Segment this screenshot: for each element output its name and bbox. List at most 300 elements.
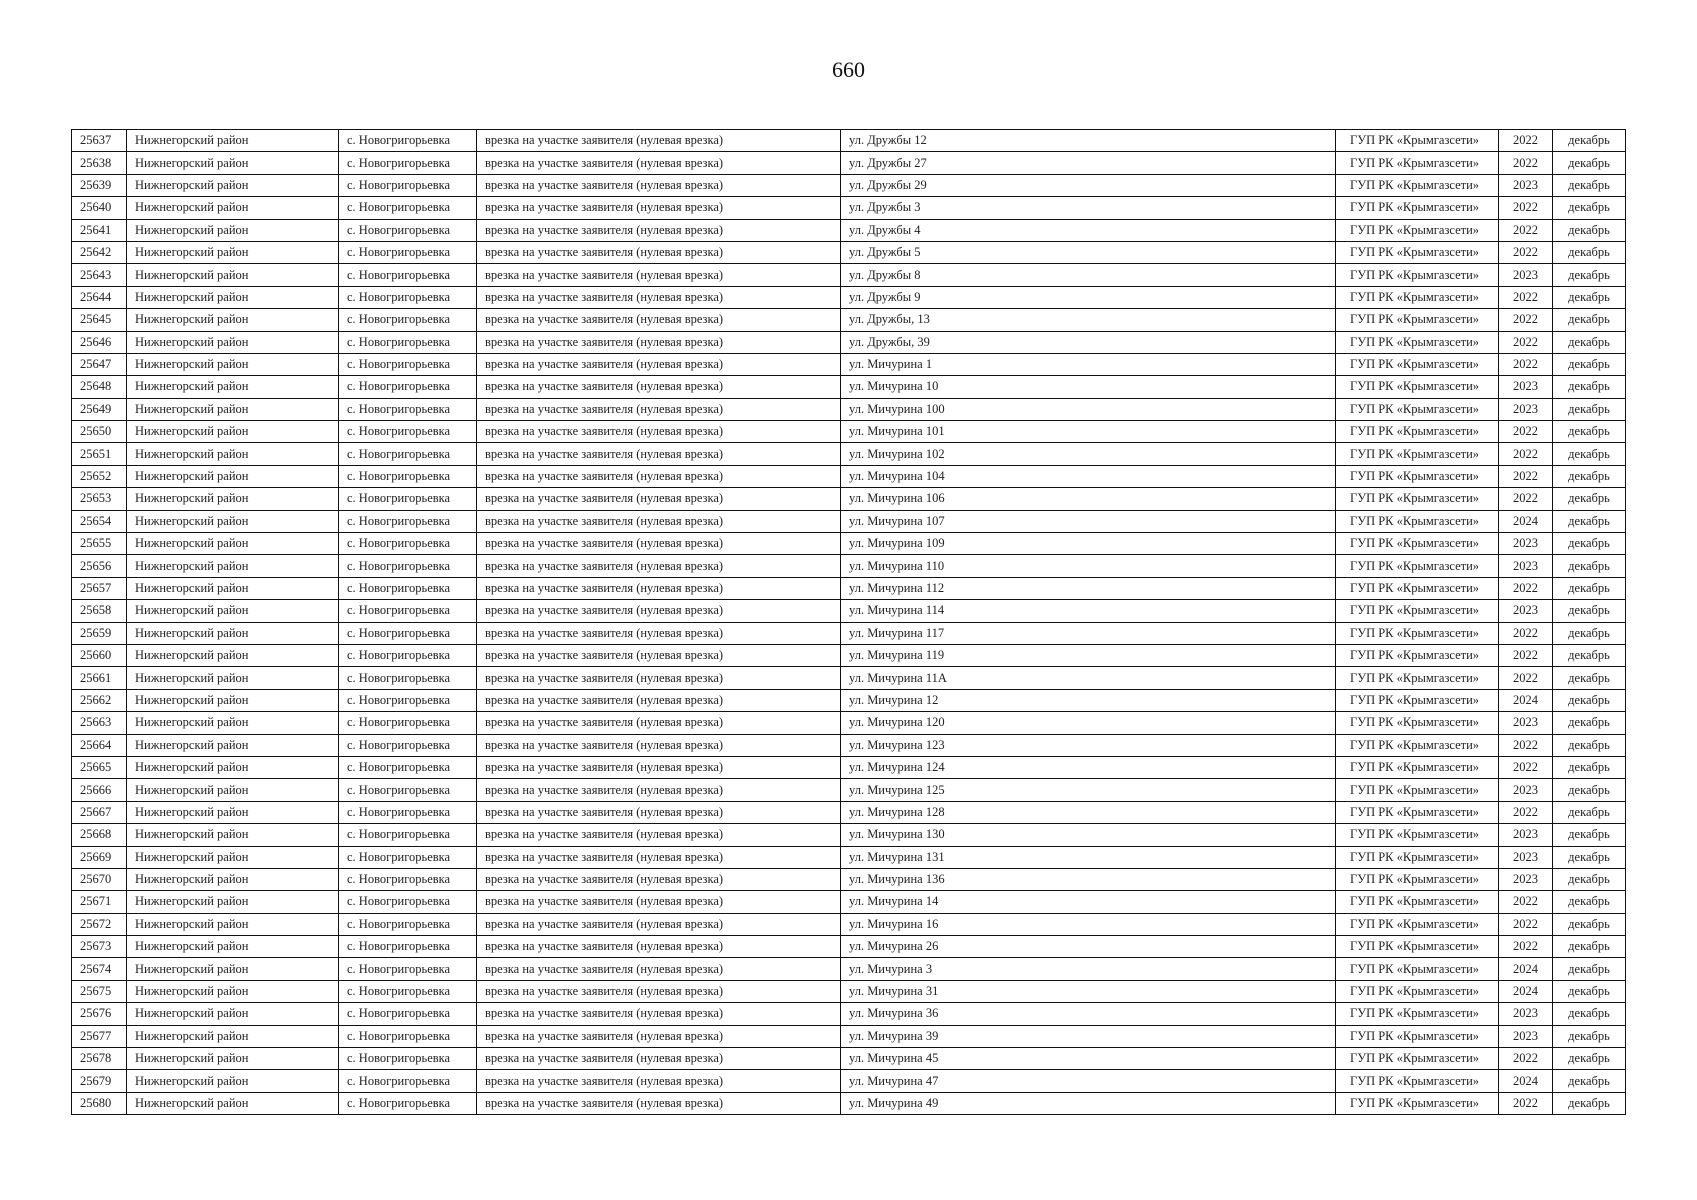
cell-month: декабрь [1553,533,1626,555]
cell-year: 2022 [1499,756,1553,778]
cell-locality: с. Новогригорьевка [339,980,477,1002]
cell-organization: ГУП РК «Крымгазсети» [1336,510,1499,532]
cell-organization: ГУП РК «Крымгазсети» [1336,891,1499,913]
cell-locality: с. Новогригорьевка [339,555,477,577]
table-row [72,510,1626,532]
cell-connection-type: врезка на участке заявителя (нулевая врезка) [477,1025,841,1047]
cell-connection-type: врезка на участке заявителя (нулевая врезка) [477,421,841,443]
cell-district: Нижнегорский район [127,286,339,308]
cell-organization: ГУП РК «Крымгазсети» [1336,286,1499,308]
table-row [72,846,1626,868]
cell-connection-type: врезка на участке заявителя (нулевая врезка) [477,465,841,487]
cell-district: Нижнегорский район [127,846,339,868]
cell-record-id: 25660 [72,644,127,666]
cell-organization: ГУП РК «Крымгазсети» [1336,1025,1499,1047]
cell-address: ул. Мичурина 119 [841,644,1336,666]
table-row [72,555,1626,577]
cell-month: декабрь [1553,1003,1626,1025]
cell-record-id: 25644 [72,286,127,308]
cell-record-id: 25665 [72,756,127,778]
cell-year: 2022 [1499,219,1553,241]
cell-district: Нижнегорский район [127,689,339,711]
cell-month: декабрь [1553,958,1626,980]
cell-address: ул. Мичурина 45 [841,1048,1336,1070]
cell-address: ул. Мичурина 109 [841,533,1336,555]
cell-record-id: 25643 [72,264,127,286]
table-row [72,219,1626,241]
cell-year: 2022 [1499,331,1553,353]
cell-year: 2023 [1499,555,1553,577]
cell-month: декабрь [1553,510,1626,532]
cell-locality: с. Новогригорьевка [339,376,477,398]
cell-year: 2022 [1499,309,1553,331]
cell-address: ул. Мичурина 110 [841,555,1336,577]
cell-record-id: 25676 [72,1003,127,1025]
cell-address: ул. Дружбы 9 [841,286,1336,308]
cell-year: 2023 [1499,712,1553,734]
cell-organization: ГУП РК «Крымгазсети» [1336,174,1499,196]
cell-organization: ГУП РК «Крымгазсети» [1336,533,1499,555]
cell-address: ул. Мичурина 11А [841,667,1336,689]
cell-record-id: 25645 [72,309,127,331]
cell-address: ул. Мичурина 106 [841,488,1336,510]
cell-year: 2024 [1499,958,1553,980]
cell-year: 2023 [1499,600,1553,622]
cell-organization: ГУП РК «Крымгазсети» [1336,353,1499,375]
cell-record-id: 25659 [72,622,127,644]
cell-address: ул. Дружбы 5 [841,241,1336,263]
cell-locality: с. Новогригорьевка [339,756,477,778]
cell-address: ул. Мичурина 49 [841,1092,1336,1114]
cell-district: Нижнегорский район [127,174,339,196]
cell-organization: ГУП РК «Крымгазсети» [1336,152,1499,174]
cell-address: ул. Мичурина 31 [841,980,1336,1002]
cell-organization: ГУП РК «Крымгазсети» [1336,264,1499,286]
cell-organization: ГУП РК «Крымгазсети» [1336,398,1499,420]
cell-month: декабрь [1553,555,1626,577]
cell-address: ул. Мичурина 117 [841,622,1336,644]
cell-organization: ГУП РК «Крымгазсети» [1336,936,1499,958]
cell-district: Нижнегорский район [127,577,339,599]
cell-connection-type: врезка на участке заявителя (нулевая врезка) [477,1070,841,1092]
cell-year: 2022 [1499,622,1553,644]
cell-connection-type: врезка на участке заявителя (нулевая врезка) [477,801,841,823]
cell-connection-type: врезка на участке заявителя (нулевая врезка) [477,241,841,263]
cell-record-id: 25671 [72,891,127,913]
cell-month: декабрь [1553,331,1626,353]
cell-connection-type: врезка на участке заявителя (нулевая врезка) [477,577,841,599]
cell-organization: ГУП РК «Крымгазсети» [1336,600,1499,622]
table-row [72,980,1626,1002]
cell-district: Нижнегорский район [127,1003,339,1025]
cell-record-id: 25649 [72,398,127,420]
cell-address: ул. Мичурина 12 [841,689,1336,711]
cell-connection-type: врезка на участке заявителя (нулевая врезка) [477,600,841,622]
cell-record-id: 25658 [72,600,127,622]
cell-locality: с. Новогригорьевка [339,600,477,622]
cell-year: 2022 [1499,488,1553,510]
cell-connection-type: врезка на участке заявителя (нулевая врезка) [477,309,841,331]
cell-year: 2022 [1499,936,1553,958]
cell-record-id: 25666 [72,779,127,801]
cell-address: ул. Мичурина 120 [841,712,1336,734]
cell-month: декабрь [1553,891,1626,913]
cell-connection-type: врезка на участке заявителя (нулевая врезка) [477,1048,841,1070]
cell-year: 2022 [1499,443,1553,465]
cell-month: декабрь [1553,577,1626,599]
cell-locality: с. Новогригорьевка [339,443,477,465]
cell-locality: с. Новогригорьевка [339,353,477,375]
cell-month: декабрь [1553,667,1626,689]
cell-connection-type: врезка на участке заявителя (нулевая врезка) [477,891,841,913]
cell-address: ул. Мичурина 47 [841,1070,1336,1092]
table-row [72,667,1626,689]
cell-locality: с. Новогригорьевка [339,734,477,756]
table-row [72,801,1626,823]
cell-address: ул. Мичурина 14 [841,891,1336,913]
cell-record-id: 25679 [72,1070,127,1092]
cell-record-id: 25673 [72,936,127,958]
cell-connection-type: врезка на участке заявителя (нулевая врезка) [477,980,841,1002]
cell-locality: с. Новогригорьевка [339,846,477,868]
cell-organization: ГУП РК «Крымгазсети» [1336,555,1499,577]
cell-district: Нижнегорский район [127,779,339,801]
cell-month: декабрь [1553,130,1626,152]
cell-locality: с. Новогригорьевка [339,1048,477,1070]
cell-record-id: 25662 [72,689,127,711]
cell-record-id: 25678 [72,1048,127,1070]
table-row [72,1048,1626,1070]
cell-district: Нижнегорский район [127,309,339,331]
cell-organization: ГУП РК «Крымгазсети» [1336,868,1499,890]
cell-organization: ГУП РК «Крымгазсети» [1336,846,1499,868]
cell-locality: с. Новогригорьевка [339,712,477,734]
cell-address: ул. Мичурина 112 [841,577,1336,599]
cell-month: декабрь [1553,219,1626,241]
cell-locality: с. Новогригорьевка [339,264,477,286]
cell-connection-type: врезка на участке заявителя (нулевая врезка) [477,533,841,555]
cell-record-id: 25680 [72,1092,127,1114]
cell-month: декабрь [1553,1025,1626,1047]
cell-locality: с. Новогригорьевка [339,689,477,711]
cell-month: декабрь [1553,353,1626,375]
cell-address: ул. Мичурина 36 [841,1003,1336,1025]
cell-record-id: 25657 [72,577,127,599]
cell-connection-type: врезка на участке заявителя (нулевая врезка) [477,219,841,241]
cell-connection-type: врезка на участке заявителя (нулевая врезка) [477,398,841,420]
cell-record-id: 25667 [72,801,127,823]
cell-year: 2022 [1499,644,1553,666]
cell-address: ул. Дружбы 3 [841,197,1336,219]
cell-connection-type: врезка на участке заявителя (нулевая врезка) [477,510,841,532]
table-row [72,130,1626,152]
cell-locality: с. Новогригорьевка [339,1092,477,1114]
cell-address: ул. Мичурина 3 [841,958,1336,980]
table-row [72,644,1626,666]
table-row [72,779,1626,801]
cell-locality: с. Новогригорьевка [339,286,477,308]
cell-month: декабрь [1553,1048,1626,1070]
cell-record-id: 25637 [72,130,127,152]
cell-address: ул. Мичурина 136 [841,868,1336,890]
cell-organization: ГУП РК «Крымгазсети» [1336,443,1499,465]
table-row [72,286,1626,308]
table-row [72,465,1626,487]
cell-organization: ГУП РК «Крымгазсети» [1336,241,1499,263]
cell-connection-type: врезка на участке заявителя (нулевая врезка) [477,174,841,196]
cell-district: Нижнегорский район [127,712,339,734]
cell-locality: с. Новогригорьевка [339,197,477,219]
cell-district: Нижнегорский район [127,241,339,263]
cell-month: декабрь [1553,174,1626,196]
cell-connection-type: врезка на участке заявителя (нулевая врезка) [477,936,841,958]
cell-district: Нижнегорский район [127,936,339,958]
cell-year: 2022 [1499,241,1553,263]
cell-connection-type: врезка на участке заявителя (нулевая врезка) [477,130,841,152]
cell-month: декабрь [1553,398,1626,420]
cell-month: декабрь [1553,689,1626,711]
cell-locality: с. Новогригорьевка [339,152,477,174]
cell-locality: с. Новогригорьевка [339,1070,477,1092]
cell-connection-type: врезка на участке заявителя (нулевая врезка) [477,1003,841,1025]
cell-locality: с. Новогригорьевка [339,331,477,353]
cell-address: ул. Мичурина 10 [841,376,1336,398]
cell-month: декабрь [1553,734,1626,756]
cell-year: 2022 [1499,152,1553,174]
table-row [72,309,1626,331]
cell-organization: ГУП РК «Крымгазсети» [1336,667,1499,689]
cell-locality: с. Новогригорьевка [339,174,477,196]
cell-connection-type: врезка на участке заявителя (нулевая врезка) [477,734,841,756]
cell-record-id: 25638 [72,152,127,174]
cell-year: 2022 [1499,465,1553,487]
cell-record-id: 25663 [72,712,127,734]
cell-organization: ГУП РК «Крымгазсети» [1336,488,1499,510]
cell-month: декабрь [1553,241,1626,263]
cell-organization: ГУП РК «Крымгазсети» [1336,1070,1499,1092]
cell-connection-type: врезка на участке заявителя (нулевая врезка) [477,443,841,465]
cell-connection-type: врезка на участке заявителя (нулевая врезка) [477,644,841,666]
table-row [72,936,1626,958]
cell-organization: ГУП РК «Крымгазсети» [1336,779,1499,801]
cell-organization: ГУП РК «Крымгазсети» [1336,465,1499,487]
cell-year: 2022 [1499,1048,1553,1070]
cell-connection-type: врезка на участке заявителя (нулевая врезка) [477,488,841,510]
cell-district: Нижнегорский район [127,1025,339,1047]
table-row [72,868,1626,890]
cell-address: ул. Мичурина 39 [841,1025,1336,1047]
cell-district: Нижнегорский район [127,1092,339,1114]
cell-month: декабрь [1553,913,1626,935]
table-row [72,421,1626,443]
cell-month: декабрь [1553,824,1626,846]
cell-locality: с. Новогригорьевка [339,891,477,913]
cell-record-id: 25661 [72,667,127,689]
cell-connection-type: врезка на участке заявителя (нулевая врезка) [477,197,841,219]
cell-locality: с. Новогригорьевка [339,1025,477,1047]
cell-year: 2022 [1499,353,1553,375]
cell-connection-type: врезка на участке заявителя (нулевая врезка) [477,622,841,644]
table-row [72,622,1626,644]
table-row [72,712,1626,734]
cell-locality: с. Новогригорьевка [339,465,477,487]
cell-address: ул. Дружбы, 13 [841,309,1336,331]
cell-month: декабрь [1553,600,1626,622]
cell-year: 2023 [1499,846,1553,868]
cell-organization: ГУП РК «Крымгазсети» [1336,1092,1499,1114]
cell-district: Нижнегорский район [127,331,339,353]
cell-organization: ГУП РК «Крымгазсети» [1336,622,1499,644]
cell-district: Нижнегорский район [127,1070,339,1092]
table-row [72,174,1626,196]
cell-organization: ГУП РК «Крымгазсети» [1336,801,1499,823]
cell-year: 2024 [1499,510,1553,532]
cell-district: Нижнегорский район [127,421,339,443]
cell-record-id: 25652 [72,465,127,487]
cell-year: 2023 [1499,824,1553,846]
cell-record-id: 25648 [72,376,127,398]
table-row [72,1003,1626,1025]
cell-district: Нижнегорский район [127,980,339,1002]
cell-connection-type: врезка на участке заявителя (нулевая врезка) [477,667,841,689]
cell-year: 2023 [1499,264,1553,286]
cell-district: Нижнегорский район [127,465,339,487]
cell-organization: ГУП РК «Крымгазсети» [1336,421,1499,443]
table-row [72,600,1626,622]
table-row [72,689,1626,711]
cell-locality: с. Новогригорьевка [339,667,477,689]
cell-year: 2023 [1499,398,1553,420]
cell-month: декабрь [1553,152,1626,174]
table-row [72,577,1626,599]
cell-locality: с. Новогригорьевка [339,1003,477,1025]
cell-month: декабрь [1553,197,1626,219]
table-row [72,353,1626,375]
cell-year: 2022 [1499,734,1553,756]
cell-year: 2024 [1499,980,1553,1002]
page-number: 660 [832,57,865,82]
cell-organization: ГУП РК «Крымгазсети» [1336,644,1499,666]
cell-year: 2022 [1499,197,1553,219]
cell-month: декабрь [1553,465,1626,487]
cell-locality: с. Новогригорьевка [339,622,477,644]
cell-year: 2023 [1499,376,1553,398]
cell-address: ул. Мичурина 101 [841,421,1336,443]
cell-organization: ГУП РК «Крымгазсети» [1336,309,1499,331]
cell-address: ул. Мичурина 114 [841,600,1336,622]
cell-month: декабрь [1553,488,1626,510]
cell-address: ул. Мичурина 104 [841,465,1336,487]
cell-locality: с. Новогригорьевка [339,398,477,420]
cell-organization: ГУП РК «Крымгазсети» [1336,130,1499,152]
cell-year: 2022 [1499,421,1553,443]
cell-locality: с. Новогригорьевка [339,779,477,801]
table-row [72,398,1626,420]
cell-connection-type: врезка на участке заявителя (нулевая врезка) [477,1092,841,1114]
cell-address: ул. Мичурина 26 [841,936,1336,958]
cell-address: ул. Дружбы 8 [841,264,1336,286]
cell-district: Нижнегорский район [127,376,339,398]
cell-district: Нижнегорский район [127,868,339,890]
cell-locality: с. Новогригорьевка [339,913,477,935]
cell-month: декабрь [1553,868,1626,890]
cell-record-id: 25642 [72,241,127,263]
cell-month: декабрь [1553,622,1626,644]
cell-month: декабрь [1553,846,1626,868]
cell-year: 2022 [1499,667,1553,689]
cell-month: декабрь [1553,1070,1626,1092]
cell-address: ул. Мичурина 124 [841,756,1336,778]
cell-record-id: 25639 [72,174,127,196]
cell-organization: ГУП РК «Крымгазсети» [1336,734,1499,756]
cell-connection-type: врезка на участке заявителя (нулевая врезка) [477,353,841,375]
cell-year: 2023 [1499,1025,1553,1047]
cell-district: Нижнегорский район [127,913,339,935]
cell-organization: ГУП РК «Крымгазсети» [1336,331,1499,353]
cell-address: ул. Дружбы 29 [841,174,1336,196]
table-row [72,443,1626,465]
cell-district: Нижнегорский район [127,801,339,823]
cell-locality: с. Новогригорьевка [339,824,477,846]
cell-locality: с. Новогригорьевка [339,577,477,599]
cell-locality: с. Новогригорьевка [339,488,477,510]
cell-locality: с. Новогригорьевка [339,936,477,958]
cell-district: Нижнегорский район [127,488,339,510]
cell-connection-type: врезка на участке заявителя (нулевая врезка) [477,264,841,286]
table-row [72,241,1626,263]
cell-locality: с. Новогригорьевка [339,533,477,555]
cell-year: 2022 [1499,577,1553,599]
cell-record-id: 25675 [72,980,127,1002]
cell-record-id: 25641 [72,219,127,241]
cell-address: ул. Мичурина 128 [841,801,1336,823]
cell-locality: с. Новогригорьевка [339,801,477,823]
cell-record-id: 25656 [72,555,127,577]
cell-month: декабрь [1553,376,1626,398]
table-row [72,376,1626,398]
cell-district: Нижнегорский район [127,130,339,152]
cell-address: ул. Дружбы 27 [841,152,1336,174]
cell-record-id: 25653 [72,488,127,510]
cell-district: Нижнегорский район [127,152,339,174]
table-row [72,152,1626,174]
cell-district: Нижнегорский район [127,667,339,689]
cell-connection-type: врезка на участке заявителя (нулевая врезка) [477,376,841,398]
cell-month: декабрь [1553,644,1626,666]
cell-year: 2022 [1499,891,1553,913]
cell-address: ул. Мичурина 16 [841,913,1336,935]
cell-address: ул. Мичурина 123 [841,734,1336,756]
cell-organization: ГУП РК «Крымгазсети» [1336,958,1499,980]
cell-connection-type: врезка на участке заявителя (нулевая врезка) [477,331,841,353]
table-row [72,824,1626,846]
cell-year: 2024 [1499,1070,1553,1092]
cell-address: ул. Мичурина 1 [841,353,1336,375]
cell-record-id: 25670 [72,868,127,890]
cell-connection-type: врезка на участке заявителя (нулевая врезка) [477,846,841,868]
cell-record-id: 25640 [72,197,127,219]
cell-address: ул. Мичурина 100 [841,398,1336,420]
cell-district: Нижнегорский район [127,443,339,465]
cell-record-id: 25668 [72,824,127,846]
cell-year: 2023 [1499,779,1553,801]
cell-district: Нижнегорский район [127,197,339,219]
cell-connection-type: врезка на участке заявителя (нулевая врезка) [477,689,841,711]
cell-locality: с. Новогригорьевка [339,309,477,331]
cell-address: ул. Мичурина 102 [841,443,1336,465]
table-row [72,734,1626,756]
cell-year: 2023 [1499,868,1553,890]
